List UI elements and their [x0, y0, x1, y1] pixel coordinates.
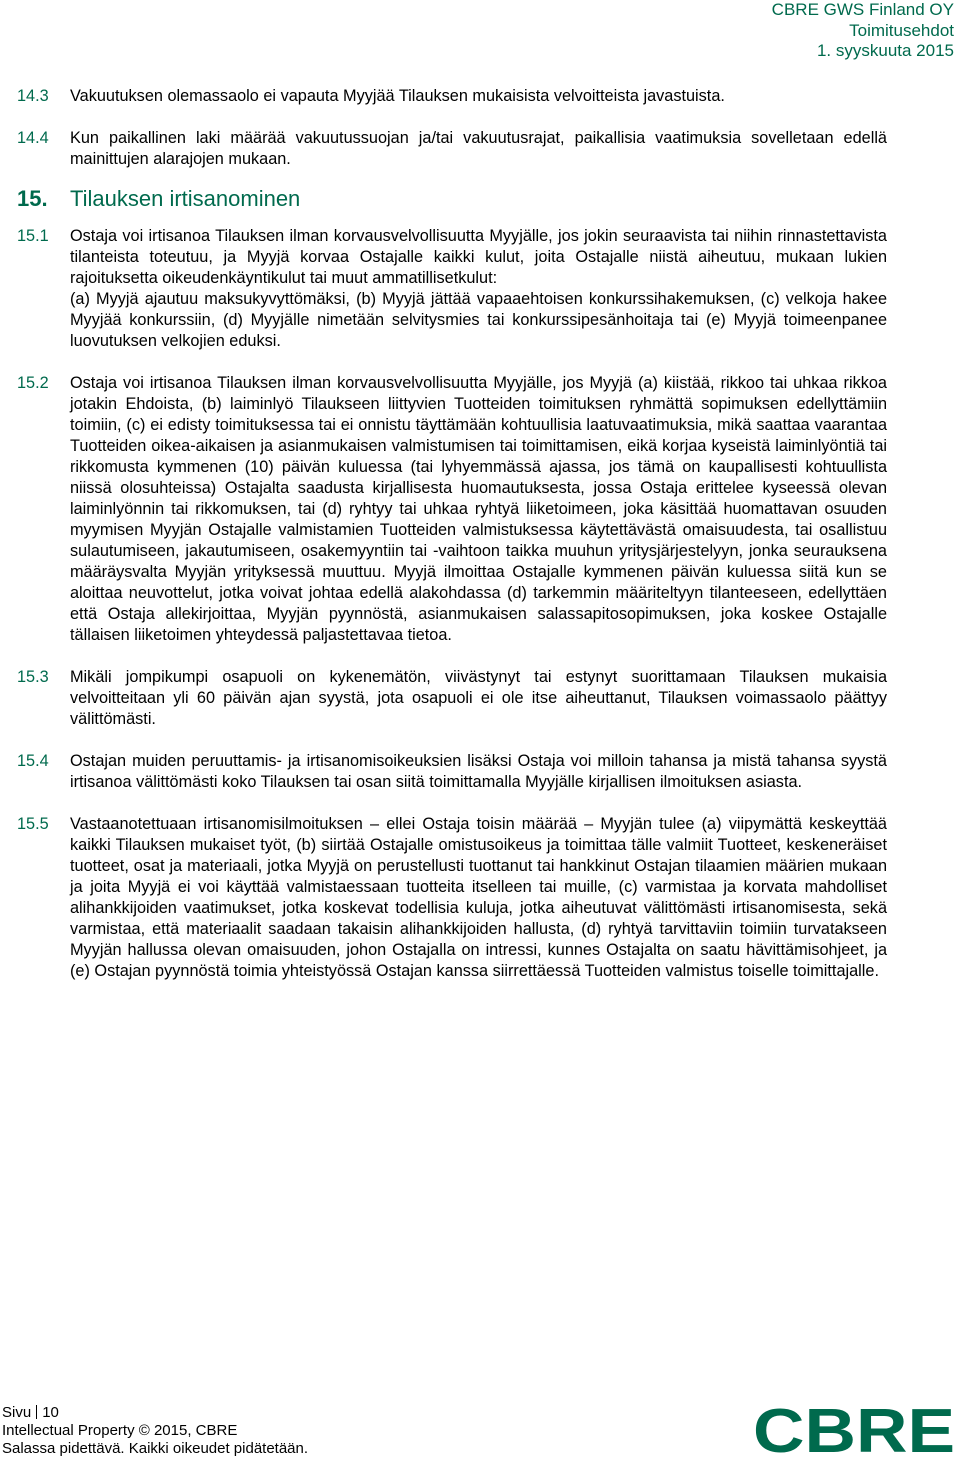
clause-text: Ostajan muiden peruuttamis- ja irtisanomisoikeuksien lisäksi Ostaja voi milloin tahansa ja mistä tahansa syystä irtisanoa välittömästi koko Tilauksen tai osan siitä toimittamalla Myyjälle kirjallisen ilmoituksen asiasta. — [70, 752, 887, 791]
page-indicator — [2, 1404, 308, 1422]
page-number: 10 — [42, 1404, 59, 1421]
clause-15-4 — [17, 751, 887, 793]
clause-15-1 — [17, 226, 887, 352]
document-body — [17, 86, 887, 982]
clause-number: 14.4 — [17, 129, 49, 147]
clause-text: Ostaja voi irtisanoa Tilauksen ilman korvausvelvollisuutta Myyjälle, jos Myyjä (a) kiistää, rikkoo tai uhkaa rikkoa jotakin Ehdoista, (b) laiminlyö Tilaukseen liittyvien Tuotteiden toimituksen ryhmättä sopimuksen edellyttämiin toimiin, (c) ei edisty toimituksessa tai ei onnistu täyttämään kohtuullisia laatuvaatimuksia, mikä saattaa vaarantaa Tuotteiden oikea-aikaisen ja asianmukaisen valmistumisen tai toimittamisen, eikä korjaa kyseistä laiminlyöntiä tai rikkomusta kymmenen (10) päivän kuluessa (tai lyhyemmässä ajassa, jos tämä on kaupallisesti kohtuullista niissä olosuhteissa) Ostajalta saadusta kirjallisesta huomautuksesta, jossa Ostaja erittelee kyseessä olevan laiminlyönnin tai rikkomuksen, tai (d) ryhtyy tai uhkaa ryhtyä liiketoimeen, joka käsittää huomattavan osuuden myymisen Myyjän Ostajalle valmistamien Tuotteiden valmistuksessa käytettävästä omaisuudesta, tai osallistuu sulautumiseen, jakautumiseen, osakemyyntiin tai -vaihtoon taikka muuhun yritysjärjestelyyn, jonka seurauksena määräysvalta Myyjän yrityksessä muuttuu. Myyjä ilmoittaa Ostajalle kymmenen päivän kuluessa siitä kun se aloittaa neuvottelut, jotka voivat johtaa edellä alakohdassa (d) tarkemmin määriteltyyn tilanteeseen, edellyttäen että Ostaja allekirjoittaa, Myyjän pyynnöstä, asianmukaisen salassapitosopimuksen, joka koskee Ostajalle tällaisen liiketoimen yhteydessä paljastettavaa tietoa. — [70, 374, 887, 644]
section-title: Tilauksen irtisanominen — [70, 186, 301, 211]
confidential-text: Salassa pidettävä. Kaikki oikeudet pidätetään. — [2, 1440, 309, 1457]
clause-15-3 — [17, 667, 887, 730]
page-footer — [2, 1404, 308, 1458]
clause-text-continued: (a) Myyjä ajautuu maksukyvyttömäksi, (b) Myyjä jättää vapaaehtoisen konkurssihakemuksen, (c) velkoja hakee Myyjää konkurssiin, (d) Myyjälle nimetään selvitysmies tai konkurssipesänhoitaja tai (e) Myyjä toimeenpanee luovutuksen velkojien eduksi. — [70, 290, 887, 350]
clause-number: 14.3 — [17, 87, 49, 105]
cbre-logo-icon — [753, 1405, 955, 1457]
section-heading-15 — [17, 186, 887, 212]
clause-text: Vastaanotettuaan irtisanomisilmoituksen – ellei Ostaja toisin määrää – Myyjän tulee (a) viipymättä keskeyttää kaikki Tilauksen mukaiset työt, (b) siirtää Ostajalle omistusoikeus ja toimittaa tälle valmiit Tuotteet, keskeneräiset tuotteet, osat ja materiaali, jotka Myyjä on perustellusti tuottanut tai hankkinut Ostajan tilaamien määrien mukaan ja joita Myyjä ei voi käyttää valmistaessaan tuotteita itselleen tai muille, (c) varmistaa ja korvata mahdolliset alihankkijoiden vaatimukset, jotka koskevat todellisia kuluja, jotka aiheutuvat välittömästi irtisanomisesta, sekä varmistaa, että materiaalit saadaan takaisin alihankkijoiden hallusta, (d) ryhtyä tarvittaviin toimiin turvatakseen Myyjän hallussa olevan omaisuuden, johon Ostajalla on intressi, kunnes Ostajalta on saatu hävittämisohjeet, ja (e) Ostajan pyynnöstä toimia yhteistyössä Ostajan kanssa siirrettäessä Tuotteiden valmistus toiselle toimittajalle. — [70, 815, 887, 980]
clause-14-4 — [17, 128, 887, 170]
copyright-text: Intellectual Property © 2015, CBRE — [2, 1422, 238, 1439]
document-date: 1. syyskuuta 2015 — [816, 41, 954, 60]
clause-number: 15.2 — [17, 374, 49, 392]
section-number: 15. — [17, 186, 48, 211]
company-name: CBRE GWS Finland OY — [771, 0, 954, 19]
clause-number: 15.5 — [17, 815, 49, 833]
divider — [36, 1405, 37, 1419]
clause-text: Ostaja voi irtisanoa Tilauksen ilman korvausvelvollisuutta Myyjälle, jos jokin seuraavista tai niihin rinnastettavista tilanteista toteutuu, ja Myyjä korvaa Ostajalle kaikki kulut, joita Ostajalle niistä aiheutuu, mukaan lukien rajoituksetta oikeudenkäyntikulut tai muut ammatillisetkulut: — [70, 227, 887, 287]
clause-text: Kun paikallinen laki määrää vakuutussuojan ja/tai vakuutusrajat, paikallisia vaatimuksia sovelletaan edellä mainittujen alarajojen mukaan. — [70, 129, 887, 168]
page-header — [772, 0, 954, 62]
page-label: Sivu — [2, 1404, 32, 1421]
clause-14-3 — [17, 86, 887, 107]
clause-number: 15.3 — [17, 668, 49, 686]
clause-number: 15.4 — [17, 752, 49, 770]
cbre-logo — [753, 1405, 955, 1462]
clause-text: Mikäli jompikumpi osapuoli on kykenemätön, viivästynyt tai estynyt suorittamaan Tilauksen mukaisia velvoitteitaan yli 60 päivän ajan syystä, jota osapuoli ei ole itse aiheuttanut, Tilauksen voimassaolo päättyy välittömästi. — [70, 668, 887, 728]
document-title: Toimitusehdot — [849, 20, 954, 40]
clause-number: 15.1 — [17, 227, 49, 245]
logo-wordmark: CBRE — [753, 1405, 955, 1457]
clause-15-5 — [17, 814, 887, 982]
clause-15-2 — [17, 373, 887, 646]
clause-text: Vakuutuksen olemassaolo ei vapauta Myyjää Tilauksen mukaisista velvoitteista javastuista. — [70, 87, 725, 105]
